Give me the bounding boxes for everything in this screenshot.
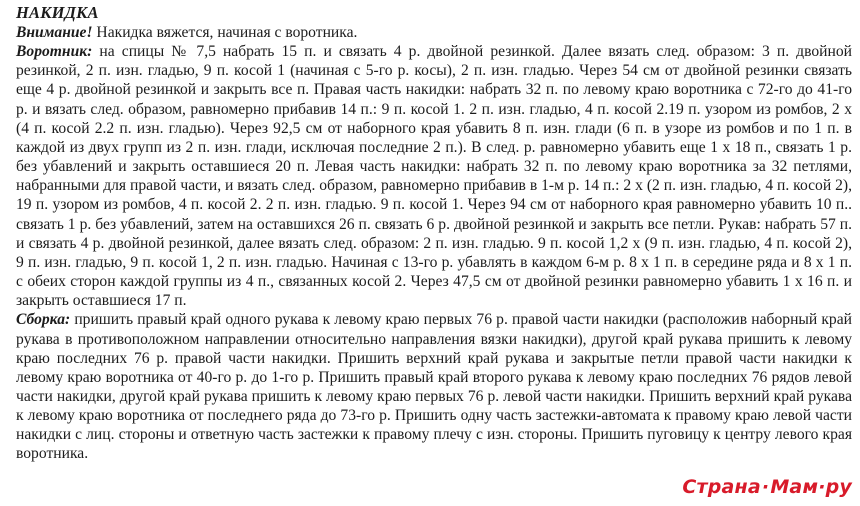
attention-label: Внимание! [16,24,93,41]
assembly-label: Сборка: [16,311,71,329]
document-title: НАКИДКА [16,3,99,22]
collar-text: на спицы № 7,5 набрать 15 п. и связать 4 р. двойной резинкой. Далее вязать след. образом: 3 п. двойной резинкой, 2 п. изн. гладью, 9 п. косой 1 (начиная с 5-го р. косы), 2 п. изн. гладью. Через 54 см от двойной резинки связать еще 4 р. двойной резинкой и закрыть все п. Правая часть накидки: набрать 32 п. по левому краю воротника с 72-го до 41-го р. и вязать след. образом, равномерно прибавив 14 п.: 9 п. косой 1. 2 п. изн. гладью, 4 п. косой 2.19 п. узором из ромбов, 2 х (4 п. косой 2.2 п. изн. гладью). Через 92,5 см от наборного края убавить 8 п. изн. глади (6 п. в узоре из ромбов и по 1 п. в каждой из двух групп из 2 п. изн. глади, исключая последние 2 п.). В след. р. равномерно убавить еще 1 х 18 п., связать 1 р. без убавлений и закрыть оставшиеся 20 п. Левая часть накидки: набрать 32 п. по левому краю воротника за 32 петлями, набранными для правой части, и вязать след. образом, равномерно прибавив в 1-м р. 14 п.: 2 х (2 п. изн. гладью, 4 п. косой 2), 19 п. узором из ромбов, 4 п. косой 2. 2 п. изн. гладью. 9 п. косой 1. Через 94 см от наборного края равномерно убавить 10 п.. связать 1 р. без убавлений, затем на оставшихся 26 п. связать 6 р. двойной резинкой и закрыть все петли. Рукав: набрать 57 п. и связать 4 р. двойной резинкой, далее вязать след. образом: 2 п. изн. гладью. 9 п. косой 1,2 х (9 п. изн. гладью, 4 п. косой 2), 9 п. изн. гладью, 9 п. косой 1, 2 п. изн. гладью. Начиная с 13-го р. убавлять в каждом 6-м р. 8 х 1 п. в середине ряда и 8 х 1 п. с обеих сторон каждой группы из 4 п., связанных косой 2. Через 47,5 см от двойной резинки равномерно убавить 1 х 16 п. и закрыть оставшиеся 17 п. [16,43,852,310]
paragraph-attention [16,23,852,42]
paragraph-collar [16,42,852,310]
document-page [16,2,852,464]
watermark-word-strana: Страна [682,476,761,498]
collar-label: Воротник: [16,43,93,61]
attention-text: Накидка вяжется, начиная с воротника. [92,24,358,41]
site-watermark-logo [678,472,858,502]
watermark-suffix-ru: ·ру [818,476,852,498]
watermark-word-mam: Мам [770,476,819,498]
assembly-text: пришить правый край одного рукава к левому краю первых 76 р. правой части накидки (расположив наборный край рукава в противоположном направлении относительно направления вязки накидки), другой край рукава пришить к левому краю последних 76 р. правой части накидки. Пришить верхний край рукава и закрытые петли правой части накидки к левому краю воротника от 40-го р. до 1-го р. Пришить правый край второго рукава к левому краю последних 76 рядов левой части накидки, другой край рукава пришить к левому краю первых 76 р. левой части накидки. Пришить верхний край рукава к левому краю воротника от последнего ряда до 73-го р. Пришить одну часть застежки-автомата к правому краю левой части накидки с лиц. стороны и ответную часть застежки к правому плечу с изн. стороны. Пришить пуговицу к центру левого края воротника. [16,311,852,463]
watermark-dot: · [761,476,770,498]
paragraph-assembly [16,310,852,463]
